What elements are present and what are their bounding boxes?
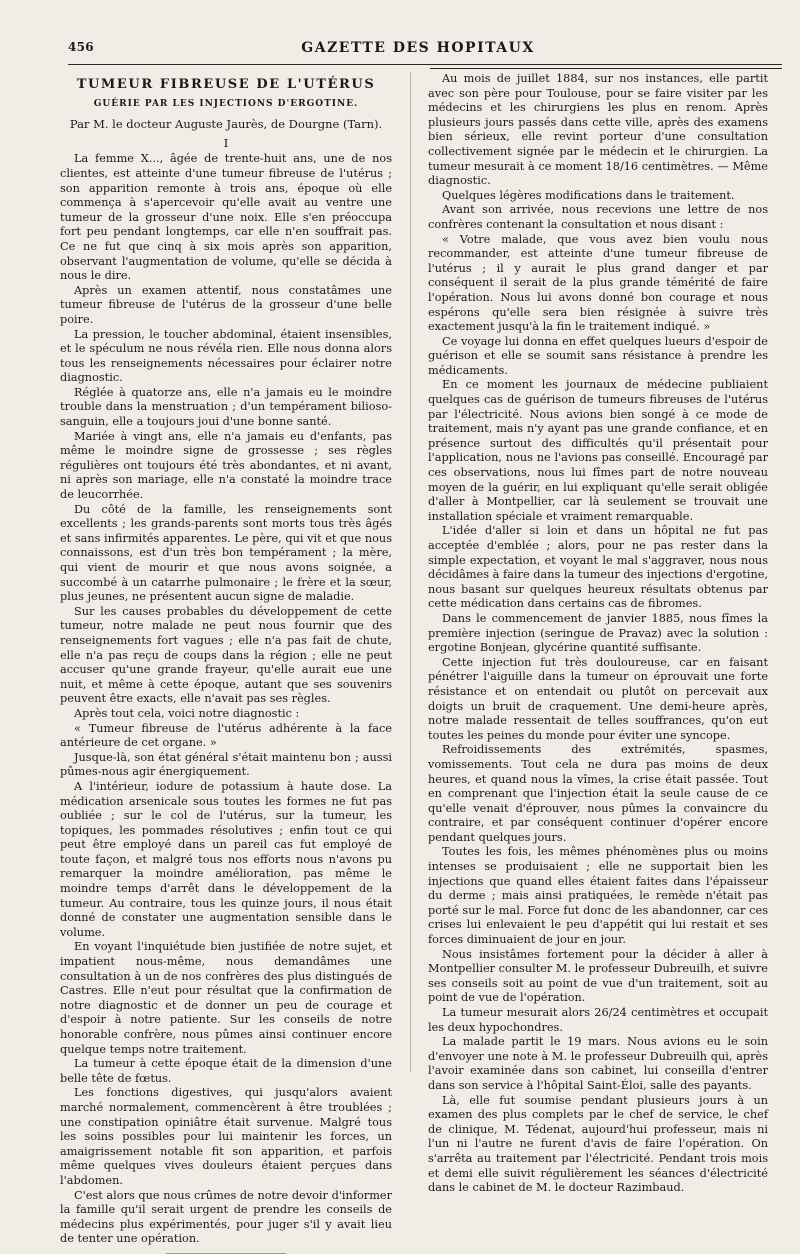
paragraph: L'idée d'aller si loin et dans un hôpital ne fut pas acceptée d'emblée ; alors, pour ne pas rester dans la simple expectation, et voyant le mal s'aggraver, nous nous décidâmes à faire dans la tumeur des injections d'ergotine, nous basant sur quelques heureux résultats obtenus par cette médication dans certains cas de fibromes. (428, 524, 768, 611)
paragraph: En ce moment les journaux de médecine publiaient quelques cas de guérison de tumeurs fibreuses de l'utérus par l'électricité. Nous avions bien songé à ce mode de traitement, mais n'y ayant pas une grande confiance, et en présence surtout des difficultés qu'il présentait pour l'application, nous ne l'avions pas conseillé. Encouragé par ces observations, nous lui fîmes part de notre nouveau moyen de la guérir, en lui expliquant qu'elle serait obligée d'aller à Montpellier, car là seulement se trouvait une installation spéciale et vraiment remarquable. (428, 378, 768, 523)
paragraph: Mariée à vingt ans, elle n'a jamais eu d'enfants, pas même le moindre signe de grossesse ; ses règles régulières ont toujours été très abondantes, et ni avant, ni après son mariage, elle n'a constaté la moindre trace de leucorrhée. (60, 429, 392, 502)
paragraph: Toutes les fois, les mêmes phénomènes plus ou moins intenses se produisaient ; elle ne supportait bien les injections que quand elles étaient faites dans l'épaisseur du derme ; mais ainsi pratiquées, le remède n'était pas porté sur le mal. Force fut donc de les abandonner, car ces crises lui enlevaient le peu d'appétit qui lui restait et ses forces diminuaient de jour en jour. (428, 845, 768, 947)
page-number: 456 (68, 40, 94, 54)
paragraph: A l'intérieur, iodure de potassium à haute dose. La médication arsenicale sous toutes les formes ne fut pas oubliée ; sur le col de l'utérus, sur la tumeur, les topiques, les pommades résolutives ; enfin tout ce qui peut être employé dans un pareil cas fut employé de toute façon, et malgré tous nos efforts nous n'avons pu remarquer la moindre amélioration, pas même le moindre temps d'arrêt dans le développement de la tumeur. Au contraire, tous les quinze jours, il nous était donné de constater une augmentation sensible dans le volume. (60, 779, 392, 939)
paragraph: Là, elle fut soumise pendant plusieurs jours à un examen des plus complets par le chef de service, le chef de clinique, M. Tédenat, aujourd'hui professeur, mais ni l'un ni l'autre ne furent d'avis de faire l'opération. On s'arrêta au traitement par l'électricité. Pendant trois mois et demi elle suivit régulièrement les séances d'électricité dans le cabinet de M. le docteur Razimbaud. (428, 1093, 768, 1195)
paragraph: Quelques légères modifications dans le traitement. (442, 188, 735, 202)
paragraph: Cette injection fut très douloureuse, car en faisant pénétrer l'aiguille dans la tumeur on éprouvait une forte résistance et on entendait ou plutôt on percevait aux doigts un bruit de craquement. Une demi-heure après, notre malade ressentait de telles souffrances, qu'on eut toutes les peines du monde pour éviter une syncope. (428, 655, 768, 742)
paragraph: Au mois de juillet 1884, sur nos instances, elle partit avec son père pour Toulouse, pour se faire visiter par les médecins et les chirurgiens les plus en renom. Après plusieurs jours passés dans cette ville, après des examens bien sérieux, elle revint porteur d'une consultation collectivement signée par le médecin et le chirurgien. La tumeur mesurait à ce moment 18/16 centimètres. — Même diagnostic. (428, 72, 768, 188)
article-byline: Par M. le docteur Auguste Jaurès, de Dourgne (Tarn). (69, 117, 383, 132)
paragraph: « Votre malade, que vous avez bien voulu nous recommander, est atteinte d'une tumeur fibreuse de l'utérus ; il y aurait le plus grand danger et par conséquent il serait de la plus grande témérité de faire l'opération. Nous lui avons donné bon courage et nous espérons qu'elle sera bien résignée à suivre très exactement jusqu'à la fin le traitement indiqué. » (428, 232, 768, 334)
paragraph: Ce voyage lui donna en effet quelques lueurs d'espoir de guérison et elle se soumit sans résistance à prendre les médicaments. (428, 334, 768, 377)
paragraph: Les fonctions digestives, qui jusqu'alors avaient marché normalement, commencèrent à être troublées ; une constipation opiniâtre était survenue. Malgré tous les soins possibles pour lui maintenir les forces, un amaigrissement notable fit son apparition, et parfois même quelques vives douleurs étaient perçues dans l'abdomen. (60, 1086, 392, 1187)
journal-title: GAZETTE DES HOPITAUX (301, 40, 535, 56)
paragraph: La tumeur mesurait alors 26/24 centimètres et occupait les deux hypochondres. (428, 1006, 768, 1034)
paragraph: Du côté de la famille, les renseignements sont excellents ; les grands-parents sont morts tous très âgés et sans infirmités apparentes. Le père, qui vit et que nous connaissons, est d'un très bon tempérament ; la mère, qui vient de mourir et que nous avons soignée, a succombé à un catarrhe pulmonaire ; le frère et la sœur, plus jeunes, ne présentent aucun signe de maladie. (60, 502, 392, 604)
column-divider (410, 72, 411, 1072)
section-number: I (223, 135, 229, 150)
paragraph: Refroidissements des extrémités, spasmes, vomissements. Tout cela ne dura pas moins de deux heures, et quand nous la vîmes, la crise était passée. Tout en comprenant que l'injection était la seule cause de ce qu'elle venait d'éprouver, nous pûmes la convaincre du contraire, et par conséquent continuer d'opérer encore pendant quelques jours. (428, 743, 768, 844)
paragraph: Sur les causes probables du développement de cette tumeur, notre malade ne peut nous fournir que des renseignements fort vagues ; elle n'a pas fait de chute, elle n'a pas reçu de coups dans la région ; elle ne peut accuser qu'une grande frayeur, qu'elle aurait eue une nuit, et même à cette époque, autant que ses souvenirs peuvent être exacts, elle n'avait pas ses règles. (60, 604, 392, 706)
page-header (68, 40, 768, 62)
paragraph: Réglée à quatorze ans, elle n'a jamais eu le moindre trouble dans la menstruation ; d'un tempérament bilioso-sanguin, elle a toujours joui d'une bonne santé. (60, 385, 392, 429)
paragraph: Après un examen attentif, nous constatâmes une tumeur fibreuse de l'utérus de la grosseur d'une belle poire. (60, 283, 392, 326)
right-column (428, 72, 768, 1196)
left-column (60, 72, 392, 1254)
article-subtitle: GUÉRIE PAR LES INJECTIONS D'ERGOTINE. (93, 98, 359, 109)
paragraph: En voyant l'inquiétude bien justifiée de notre sujet, et impatient nous-même, nous demandâmes une consultation à un de nos confrères des plus distingués de Castres. Elle n'eut pour résultat que la confirmation de notre diagnostic et de donner un peu de courage et d'espoir à notre patiente. Sur les conseils de notre honorable confrère, nous pûmes ainsi continuer encore quelque temps notre traitement. (60, 940, 392, 1056)
paragraph: La pression, le toucher abdominal, étaient insensibles, et le spéculum ne nous révéla rien. Elle nous donna alors tous les renseignements nécessaires pour éclairer notre diagnostic. (60, 327, 392, 385)
paragraph: La tumeur à cette époque était de la dimension d'une belle tête de fœtus. (60, 1057, 392, 1085)
paragraph: Jusque-là, son état général s'était maintenu bon ; aussi pûmes-nous agir énergiquement. (60, 750, 392, 779)
paragraph: Avant son arrivée, nous recevions une lettre de nos confrères contenant la consultation et nous disant : (428, 203, 768, 231)
header-rule (68, 64, 782, 65)
paragraph: C'est alors que nous crûmes de notre devoir d'informer la famille qu'il serait urgent de prendre les conseils de médecins plus expérimentés, pour juger s'il y avait lieu de tenter une opération. (60, 1188, 392, 1246)
paragraph: La malade partit le 19 mars. Nous avions eu le soin d'envoyer une note à M. le professeur Dubreuilh qui, après l'avoir examinée dans son cabinet, lui conseilla d'entrer dans son service à l'hôpital Saint-Éloi, salle des payants. (428, 1035, 768, 1092)
paragraph: « Tumeur fibreuse de l'utérus adhérente à la face antérieure de cet organe. » (60, 721, 392, 750)
paragraph: La femme X..., âgée de trente-huit ans, une de nos clientes, est atteinte d'une tumeur fibreuse de l'utérus ; son apparition remonte à trois ans, époque où elle commença à s'apercevoir qu'elle avait au ventre une tumeur de la grosseur d'une noix. Elle s'en préoccupa fort peu pendant longtemps, car elle n'en souffrait pas. Ce ne fut que cinq à six mois après son apparition, observant l'augmentation de volume, qu'elle se décida à nous le dire. (60, 152, 392, 283)
paragraph: Nous insistâmes fortement pour la décider à aller à Montpellier consulter M. le professeur Dubreuilh, et suivre ses conseils soit au point de vue d'un traitement, soit au point de vue de l'opération. (428, 947, 768, 1005)
header-rule-right (430, 68, 782, 69)
paragraph: Après tout cela, voici notre diagnostic : (74, 706, 300, 720)
paragraph: Dans le commencement de janvier 1885, nous fîmes la première injection (seringue de Pravaz) avec la solution : ergotine Bonjean, glycérine quantité suffisante. (428, 611, 768, 655)
article-title: TUMEUR FIBREUSE DE L'UTÉRUS (76, 77, 376, 92)
